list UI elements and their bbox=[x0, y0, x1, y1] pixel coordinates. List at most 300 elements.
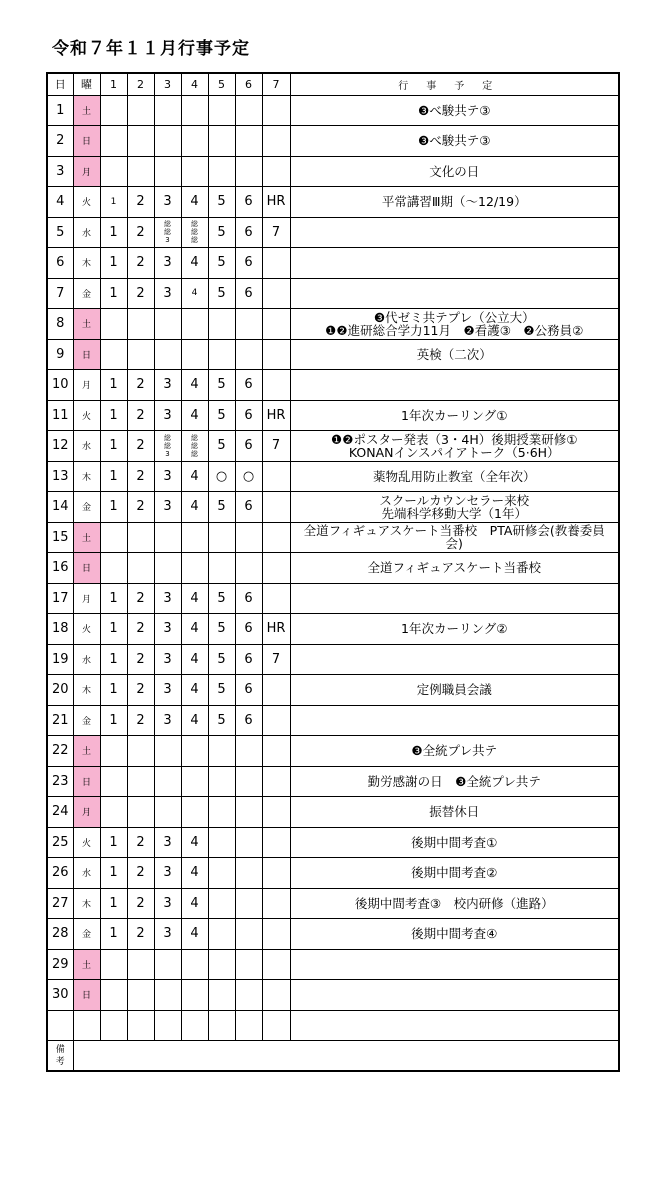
day-number: 21 bbox=[47, 705, 73, 736]
period-1-cell: 1 bbox=[100, 492, 127, 523]
period-2-cell: 2 bbox=[127, 370, 154, 401]
event-line: 文化の日 bbox=[429, 163, 480, 179]
period-4-cell: 4 bbox=[181, 705, 208, 736]
event-cell bbox=[290, 522, 619, 553]
period-5-cell: 5 bbox=[208, 187, 235, 218]
event-line: 定例職員会議 bbox=[416, 682, 492, 698]
event-line: ❸代ゼミ共テプレ（公立大） bbox=[373, 309, 535, 325]
period-7-cell bbox=[262, 156, 290, 187]
schedule-row bbox=[47, 339, 619, 370]
schedule-row bbox=[47, 766, 619, 797]
event-cell bbox=[290, 644, 619, 675]
weekday: 木 bbox=[73, 888, 100, 919]
day-number: 7 bbox=[47, 278, 73, 309]
day-number: 3 bbox=[47, 156, 73, 187]
event-cell bbox=[290, 339, 619, 370]
period-7-cell bbox=[262, 675, 290, 706]
header-period-7: 7 bbox=[262, 73, 290, 95]
header-period-5: 5 bbox=[208, 73, 235, 95]
schedule-row bbox=[47, 705, 619, 736]
period-2-cell: 2 bbox=[127, 583, 154, 614]
schedule-row bbox=[47, 949, 619, 980]
period-6-cell: 6 bbox=[235, 400, 262, 431]
period-1-cell bbox=[100, 522, 127, 553]
period-7-cell bbox=[262, 553, 290, 584]
period-5-cell: 5 bbox=[208, 278, 235, 309]
event-cell bbox=[290, 797, 619, 828]
period-1-cell: 1 bbox=[100, 614, 127, 645]
period-2-cell bbox=[127, 949, 154, 980]
weekday: 日 bbox=[73, 766, 100, 797]
period-5-cell bbox=[208, 888, 235, 919]
period-7-cell bbox=[262, 980, 290, 1011]
period-7-cell bbox=[262, 522, 290, 553]
period-1-cell bbox=[100, 949, 127, 980]
event-cell bbox=[290, 553, 619, 584]
period-6-cell: 6 bbox=[235, 248, 262, 279]
weekday: 金 bbox=[73, 705, 100, 736]
day-number: 11 bbox=[47, 400, 73, 431]
period-6-cell: ○ bbox=[235, 461, 262, 492]
period-1-cell bbox=[100, 95, 127, 126]
event-cell bbox=[290, 492, 619, 523]
schedule-row bbox=[47, 156, 619, 187]
event-line: 1年次カーリング① bbox=[401, 407, 508, 423]
schedule-row bbox=[47, 309, 619, 340]
weekday: 火 bbox=[73, 400, 100, 431]
period-4-cell: 4 bbox=[181, 919, 208, 950]
event-cell bbox=[290, 675, 619, 706]
period-3-cell: 3 bbox=[154, 492, 181, 523]
period-4-cell bbox=[181, 126, 208, 157]
day-number: 23 bbox=[47, 766, 73, 797]
period-2-cell: 2 bbox=[127, 705, 154, 736]
schedule-row bbox=[47, 187, 619, 218]
period-1-cell: 1 bbox=[100, 400, 127, 431]
period-4-cell: 4 bbox=[181, 827, 208, 858]
event-cell bbox=[290, 431, 619, 462]
period-1-cell: 1 bbox=[100, 644, 127, 675]
period-6-cell: 6 bbox=[235, 675, 262, 706]
day-number: 10 bbox=[47, 370, 73, 401]
period-4-cell bbox=[181, 309, 208, 340]
period-6-cell bbox=[235, 339, 262, 370]
schedule-row bbox=[47, 614, 619, 645]
period-1-cell: 1 bbox=[100, 431, 127, 462]
period-5-cell bbox=[208, 126, 235, 157]
period-3-cell: 3 bbox=[154, 370, 181, 401]
period-5-cell: 5 bbox=[208, 675, 235, 706]
period-7-cell bbox=[262, 248, 290, 279]
header-period-1: 1 bbox=[100, 73, 127, 95]
period-6-cell: 6 bbox=[235, 705, 262, 736]
period-1-cell: 1 bbox=[100, 187, 127, 218]
event-cell bbox=[290, 187, 619, 218]
weekday: 土 bbox=[73, 309, 100, 340]
period-7-cell bbox=[262, 492, 290, 523]
period-6-cell bbox=[235, 827, 262, 858]
period-1-cell: 1 bbox=[100, 217, 127, 248]
header-weekday: 曜 bbox=[73, 73, 100, 95]
schedule-row bbox=[47, 217, 619, 248]
period-3-cell bbox=[154, 95, 181, 126]
period-7-cell: HR bbox=[262, 400, 290, 431]
period-5-cell: ○ bbox=[208, 461, 235, 492]
schedule-row bbox=[47, 888, 619, 919]
period-6-cell: 6 bbox=[235, 492, 262, 523]
event-line: 英検（二次） bbox=[416, 346, 492, 362]
weekday: 月 bbox=[73, 583, 100, 614]
period-4-cell: 4 bbox=[181, 248, 208, 279]
period-4-cell: 4 bbox=[181, 400, 208, 431]
event-line: ❶❷進研総合学力11月 ❷看護③ ❷公務員② bbox=[325, 322, 584, 338]
period-6-cell: 6 bbox=[235, 370, 262, 401]
schedule-row bbox=[47, 126, 619, 157]
period-7-cell bbox=[262, 126, 290, 157]
period-1-cell bbox=[100, 339, 127, 370]
period-5-cell bbox=[208, 339, 235, 370]
event-line: 全道フィギュアスケート当番校 bbox=[367, 560, 541, 576]
period-3-cell: 3 bbox=[154, 614, 181, 645]
weekday: 火 bbox=[73, 827, 100, 858]
period-7-cell: 7 bbox=[262, 431, 290, 462]
period-4-cell: 4 bbox=[181, 278, 208, 309]
event-cell bbox=[290, 888, 619, 919]
day-number: 9 bbox=[47, 339, 73, 370]
period-3-cell: 総 総 3 bbox=[154, 431, 181, 462]
period-4-cell bbox=[181, 949, 208, 980]
event-line: ❶❷ポスター発表（3・4H）後期授業研修① bbox=[331, 431, 578, 447]
period-5-cell bbox=[208, 919, 235, 950]
period-2-cell: 2 bbox=[127, 644, 154, 675]
event-line: 薬物乱用防止教室（全年次） bbox=[372, 468, 536, 484]
period-1-cell: 1 bbox=[100, 370, 127, 401]
weekday: 月 bbox=[73, 797, 100, 828]
period-6-cell: 6 bbox=[235, 614, 262, 645]
period-2-cell: 2 bbox=[127, 461, 154, 492]
day-number: 15 bbox=[47, 522, 73, 553]
day-number: 4 bbox=[47, 187, 73, 218]
period-6-cell bbox=[235, 980, 262, 1011]
period-3-cell: 3 bbox=[154, 888, 181, 919]
period-2-cell: 2 bbox=[127, 919, 154, 950]
period-4-cell bbox=[181, 156, 208, 187]
period-3-cell bbox=[154, 766, 181, 797]
period-6-cell bbox=[235, 797, 262, 828]
day-number: 13 bbox=[47, 461, 73, 492]
event-line: 後期中間考査③ 校内研修（進路） bbox=[354, 895, 554, 911]
period-6-cell bbox=[235, 736, 262, 767]
period-2-cell: 2 bbox=[127, 400, 154, 431]
weekday: 木 bbox=[73, 248, 100, 279]
header-day: 日 bbox=[47, 73, 73, 95]
event-cell bbox=[290, 248, 619, 279]
period-7-cell: 7 bbox=[262, 217, 290, 248]
period-1-cell: 1 bbox=[100, 705, 127, 736]
period-4-cell: 4 bbox=[181, 187, 208, 218]
period-1-cell bbox=[100, 126, 127, 157]
period-6-cell bbox=[235, 156, 262, 187]
period-1-cell: 1 bbox=[100, 675, 127, 706]
period-7-cell bbox=[262, 858, 290, 889]
schedule-row bbox=[47, 797, 619, 828]
weekday: 月 bbox=[73, 156, 100, 187]
schedule-row bbox=[47, 95, 619, 126]
weekday: 金 bbox=[73, 919, 100, 950]
period-3-cell bbox=[154, 309, 181, 340]
period-6-cell bbox=[235, 888, 262, 919]
period-3-cell bbox=[154, 797, 181, 828]
period-4-cell bbox=[181, 522, 208, 553]
period-1-cell bbox=[100, 553, 127, 584]
weekday: 水 bbox=[73, 858, 100, 889]
period-2-cell bbox=[127, 980, 154, 1011]
event-cell bbox=[290, 126, 619, 157]
period-3-cell: 総 総 3 bbox=[154, 217, 181, 248]
schedule-row bbox=[47, 858, 619, 889]
period-5-cell bbox=[208, 522, 235, 553]
period-4-cell: 4 bbox=[181, 583, 208, 614]
period-7-cell bbox=[262, 583, 290, 614]
schedule-row bbox=[47, 827, 619, 858]
period-7-cell bbox=[262, 766, 290, 797]
event-line: 平常講習Ⅲ期（〜12/19） bbox=[381, 194, 527, 210]
period-7-cell bbox=[262, 797, 290, 828]
weekday: 水 bbox=[73, 644, 100, 675]
day-number: 27 bbox=[47, 888, 73, 919]
header-row bbox=[47, 73, 619, 95]
period-4-cell: 総 総 総 bbox=[181, 431, 208, 462]
period-5-cell: 5 bbox=[208, 370, 235, 401]
period-4-cell: 4 bbox=[181, 644, 208, 675]
event-line: 後期中間考査④ bbox=[411, 926, 498, 942]
event-cell bbox=[290, 949, 619, 980]
period-6-cell: 6 bbox=[235, 431, 262, 462]
period-1-cell: 1 bbox=[100, 583, 127, 614]
period-5-cell bbox=[208, 858, 235, 889]
blank-row bbox=[47, 1010, 619, 1041]
event-cell bbox=[290, 370, 619, 401]
notes-label: 備 考 bbox=[47, 1041, 73, 1072]
period-5-cell bbox=[208, 980, 235, 1011]
schedule-row bbox=[47, 919, 619, 950]
period-1-cell: 1 bbox=[100, 248, 127, 279]
schedule-row bbox=[47, 553, 619, 584]
day-number: 8 bbox=[47, 309, 73, 340]
period-4-cell: 4 bbox=[181, 858, 208, 889]
event-cell bbox=[290, 156, 619, 187]
event-line: 振替休日 bbox=[429, 804, 480, 820]
schedule-row bbox=[47, 431, 619, 462]
period-6-cell: 6 bbox=[235, 217, 262, 248]
day-number: 30 bbox=[47, 980, 73, 1011]
period-3-cell bbox=[154, 553, 181, 584]
day-number: 22 bbox=[47, 736, 73, 767]
period-7-cell: HR bbox=[262, 614, 290, 645]
event-cell bbox=[290, 461, 619, 492]
period-2-cell: 2 bbox=[127, 187, 154, 218]
period-3-cell: 3 bbox=[154, 675, 181, 706]
period-6-cell bbox=[235, 95, 262, 126]
header-period-4: 4 bbox=[181, 73, 208, 95]
period-2-cell: 2 bbox=[127, 675, 154, 706]
period-3-cell bbox=[154, 126, 181, 157]
event-line: KONANインスパイアトーク（5·6H） bbox=[348, 444, 560, 460]
event-cell bbox=[290, 827, 619, 858]
day-number: 29 bbox=[47, 949, 73, 980]
day-number: 26 bbox=[47, 858, 73, 889]
period-1-cell bbox=[100, 766, 127, 797]
notes-row bbox=[47, 1041, 619, 1072]
period-1-cell bbox=[100, 309, 127, 340]
event-cell bbox=[290, 309, 619, 340]
period-7-cell bbox=[262, 827, 290, 858]
period-3-cell: 3 bbox=[154, 278, 181, 309]
period-2-cell bbox=[127, 766, 154, 797]
schedule-row bbox=[47, 278, 619, 309]
period-3-cell bbox=[154, 949, 181, 980]
schedule-row bbox=[47, 492, 619, 523]
event-line: 後期中間考査② bbox=[411, 865, 498, 881]
day-number: 19 bbox=[47, 644, 73, 675]
schedule-body bbox=[47, 95, 619, 1010]
period-4-cell bbox=[181, 736, 208, 767]
period-2-cell bbox=[127, 736, 154, 767]
period-5-cell bbox=[208, 797, 235, 828]
event-line: 先端科学移動大学（1年） bbox=[381, 505, 527, 521]
day-number: 5 bbox=[47, 217, 73, 248]
day-number: 14 bbox=[47, 492, 73, 523]
weekday: 土 bbox=[73, 95, 100, 126]
period-4-cell: 4 bbox=[181, 888, 208, 919]
period-3-cell bbox=[154, 522, 181, 553]
period-3-cell: 3 bbox=[154, 583, 181, 614]
period-6-cell bbox=[235, 522, 262, 553]
period-3-cell: 3 bbox=[154, 461, 181, 492]
period-2-cell bbox=[127, 339, 154, 370]
period-7-cell bbox=[262, 309, 290, 340]
event-line: ❸全統プレ共テ bbox=[411, 743, 498, 759]
period-5-cell bbox=[208, 827, 235, 858]
day-number: 2 bbox=[47, 126, 73, 157]
period-7-cell bbox=[262, 339, 290, 370]
period-1-cell: 1 bbox=[100, 888, 127, 919]
weekday: 土 bbox=[73, 522, 100, 553]
event-cell bbox=[290, 980, 619, 1011]
period-6-cell bbox=[235, 858, 262, 889]
weekday: 火 bbox=[73, 614, 100, 645]
day-number: 12 bbox=[47, 431, 73, 462]
schedule-table bbox=[46, 72, 620, 1072]
period-5-cell: 5 bbox=[208, 217, 235, 248]
period-5-cell bbox=[208, 309, 235, 340]
weekday: 日 bbox=[73, 553, 100, 584]
period-1-cell bbox=[100, 736, 127, 767]
period-5-cell bbox=[208, 736, 235, 767]
event-line: 全道フィギュアスケート当番校 PTA研修会(教養委員 bbox=[303, 523, 605, 539]
period-6-cell bbox=[235, 553, 262, 584]
day-number: 28 bbox=[47, 919, 73, 950]
period-4-cell bbox=[181, 553, 208, 584]
period-4-cell: 4 bbox=[181, 675, 208, 706]
period-2-cell: 2 bbox=[127, 431, 154, 462]
day-number: 25 bbox=[47, 827, 73, 858]
period-5-cell: 5 bbox=[208, 492, 235, 523]
period-7-cell: HR bbox=[262, 187, 290, 218]
period-6-cell: 6 bbox=[235, 278, 262, 309]
day-number: 6 bbox=[47, 248, 73, 279]
period-2-cell bbox=[127, 553, 154, 584]
period-2-cell bbox=[127, 309, 154, 340]
period-1-cell: 1 bbox=[100, 278, 127, 309]
period-5-cell bbox=[208, 156, 235, 187]
day-number: 20 bbox=[47, 675, 73, 706]
event-cell bbox=[290, 278, 619, 309]
period-1-cell: 1 bbox=[100, 827, 127, 858]
period-2-cell: 2 bbox=[127, 492, 154, 523]
header-events: 行事予定 bbox=[290, 73, 619, 95]
period-4-cell: 4 bbox=[181, 614, 208, 645]
period-4-cell bbox=[181, 95, 208, 126]
period-4-cell bbox=[181, 766, 208, 797]
period-6-cell bbox=[235, 766, 262, 797]
weekday: 水 bbox=[73, 217, 100, 248]
weekday: 土 bbox=[73, 736, 100, 767]
period-5-cell: 5 bbox=[208, 431, 235, 462]
period-1-cell: 1 bbox=[100, 858, 127, 889]
period-3-cell: 3 bbox=[154, 248, 181, 279]
event-line: 後期中間考査① bbox=[411, 834, 498, 850]
period-3-cell bbox=[154, 736, 181, 767]
period-6-cell: 6 bbox=[235, 187, 262, 218]
period-2-cell: 2 bbox=[127, 217, 154, 248]
period-7-cell bbox=[262, 949, 290, 980]
period-1-cell bbox=[100, 980, 127, 1011]
page-title: 令和７年１１月行事予定 bbox=[52, 39, 250, 59]
period-6-cell: 6 bbox=[235, 644, 262, 675]
event-line: 会) bbox=[445, 536, 463, 552]
weekday: 金 bbox=[73, 278, 100, 309]
weekday: 火 bbox=[73, 187, 100, 218]
period-3-cell bbox=[154, 156, 181, 187]
schedule-row bbox=[47, 980, 619, 1011]
period-7-cell bbox=[262, 888, 290, 919]
weekday: 金 bbox=[73, 492, 100, 523]
period-7-cell bbox=[262, 95, 290, 126]
header-period-3: 3 bbox=[154, 73, 181, 95]
event-cell bbox=[290, 583, 619, 614]
period-5-cell: 5 bbox=[208, 400, 235, 431]
period-7-cell bbox=[262, 705, 290, 736]
period-2-cell: 2 bbox=[127, 278, 154, 309]
day-number: 18 bbox=[47, 614, 73, 645]
event-cell bbox=[290, 858, 619, 889]
weekday: 木 bbox=[73, 461, 100, 492]
period-6-cell bbox=[235, 309, 262, 340]
event-line: 1年次カーリング② bbox=[401, 621, 508, 637]
event-cell bbox=[290, 919, 619, 950]
weekday: 日 bbox=[73, 980, 100, 1011]
period-5-cell: 5 bbox=[208, 614, 235, 645]
period-4-cell: 4 bbox=[181, 492, 208, 523]
event-cell bbox=[290, 766, 619, 797]
period-7-cell: 7 bbox=[262, 644, 290, 675]
event-cell bbox=[290, 217, 619, 248]
schedule-row bbox=[47, 736, 619, 767]
period-2-cell: 2 bbox=[127, 888, 154, 919]
period-3-cell: 3 bbox=[154, 644, 181, 675]
period-1-cell: 1 bbox=[100, 461, 127, 492]
